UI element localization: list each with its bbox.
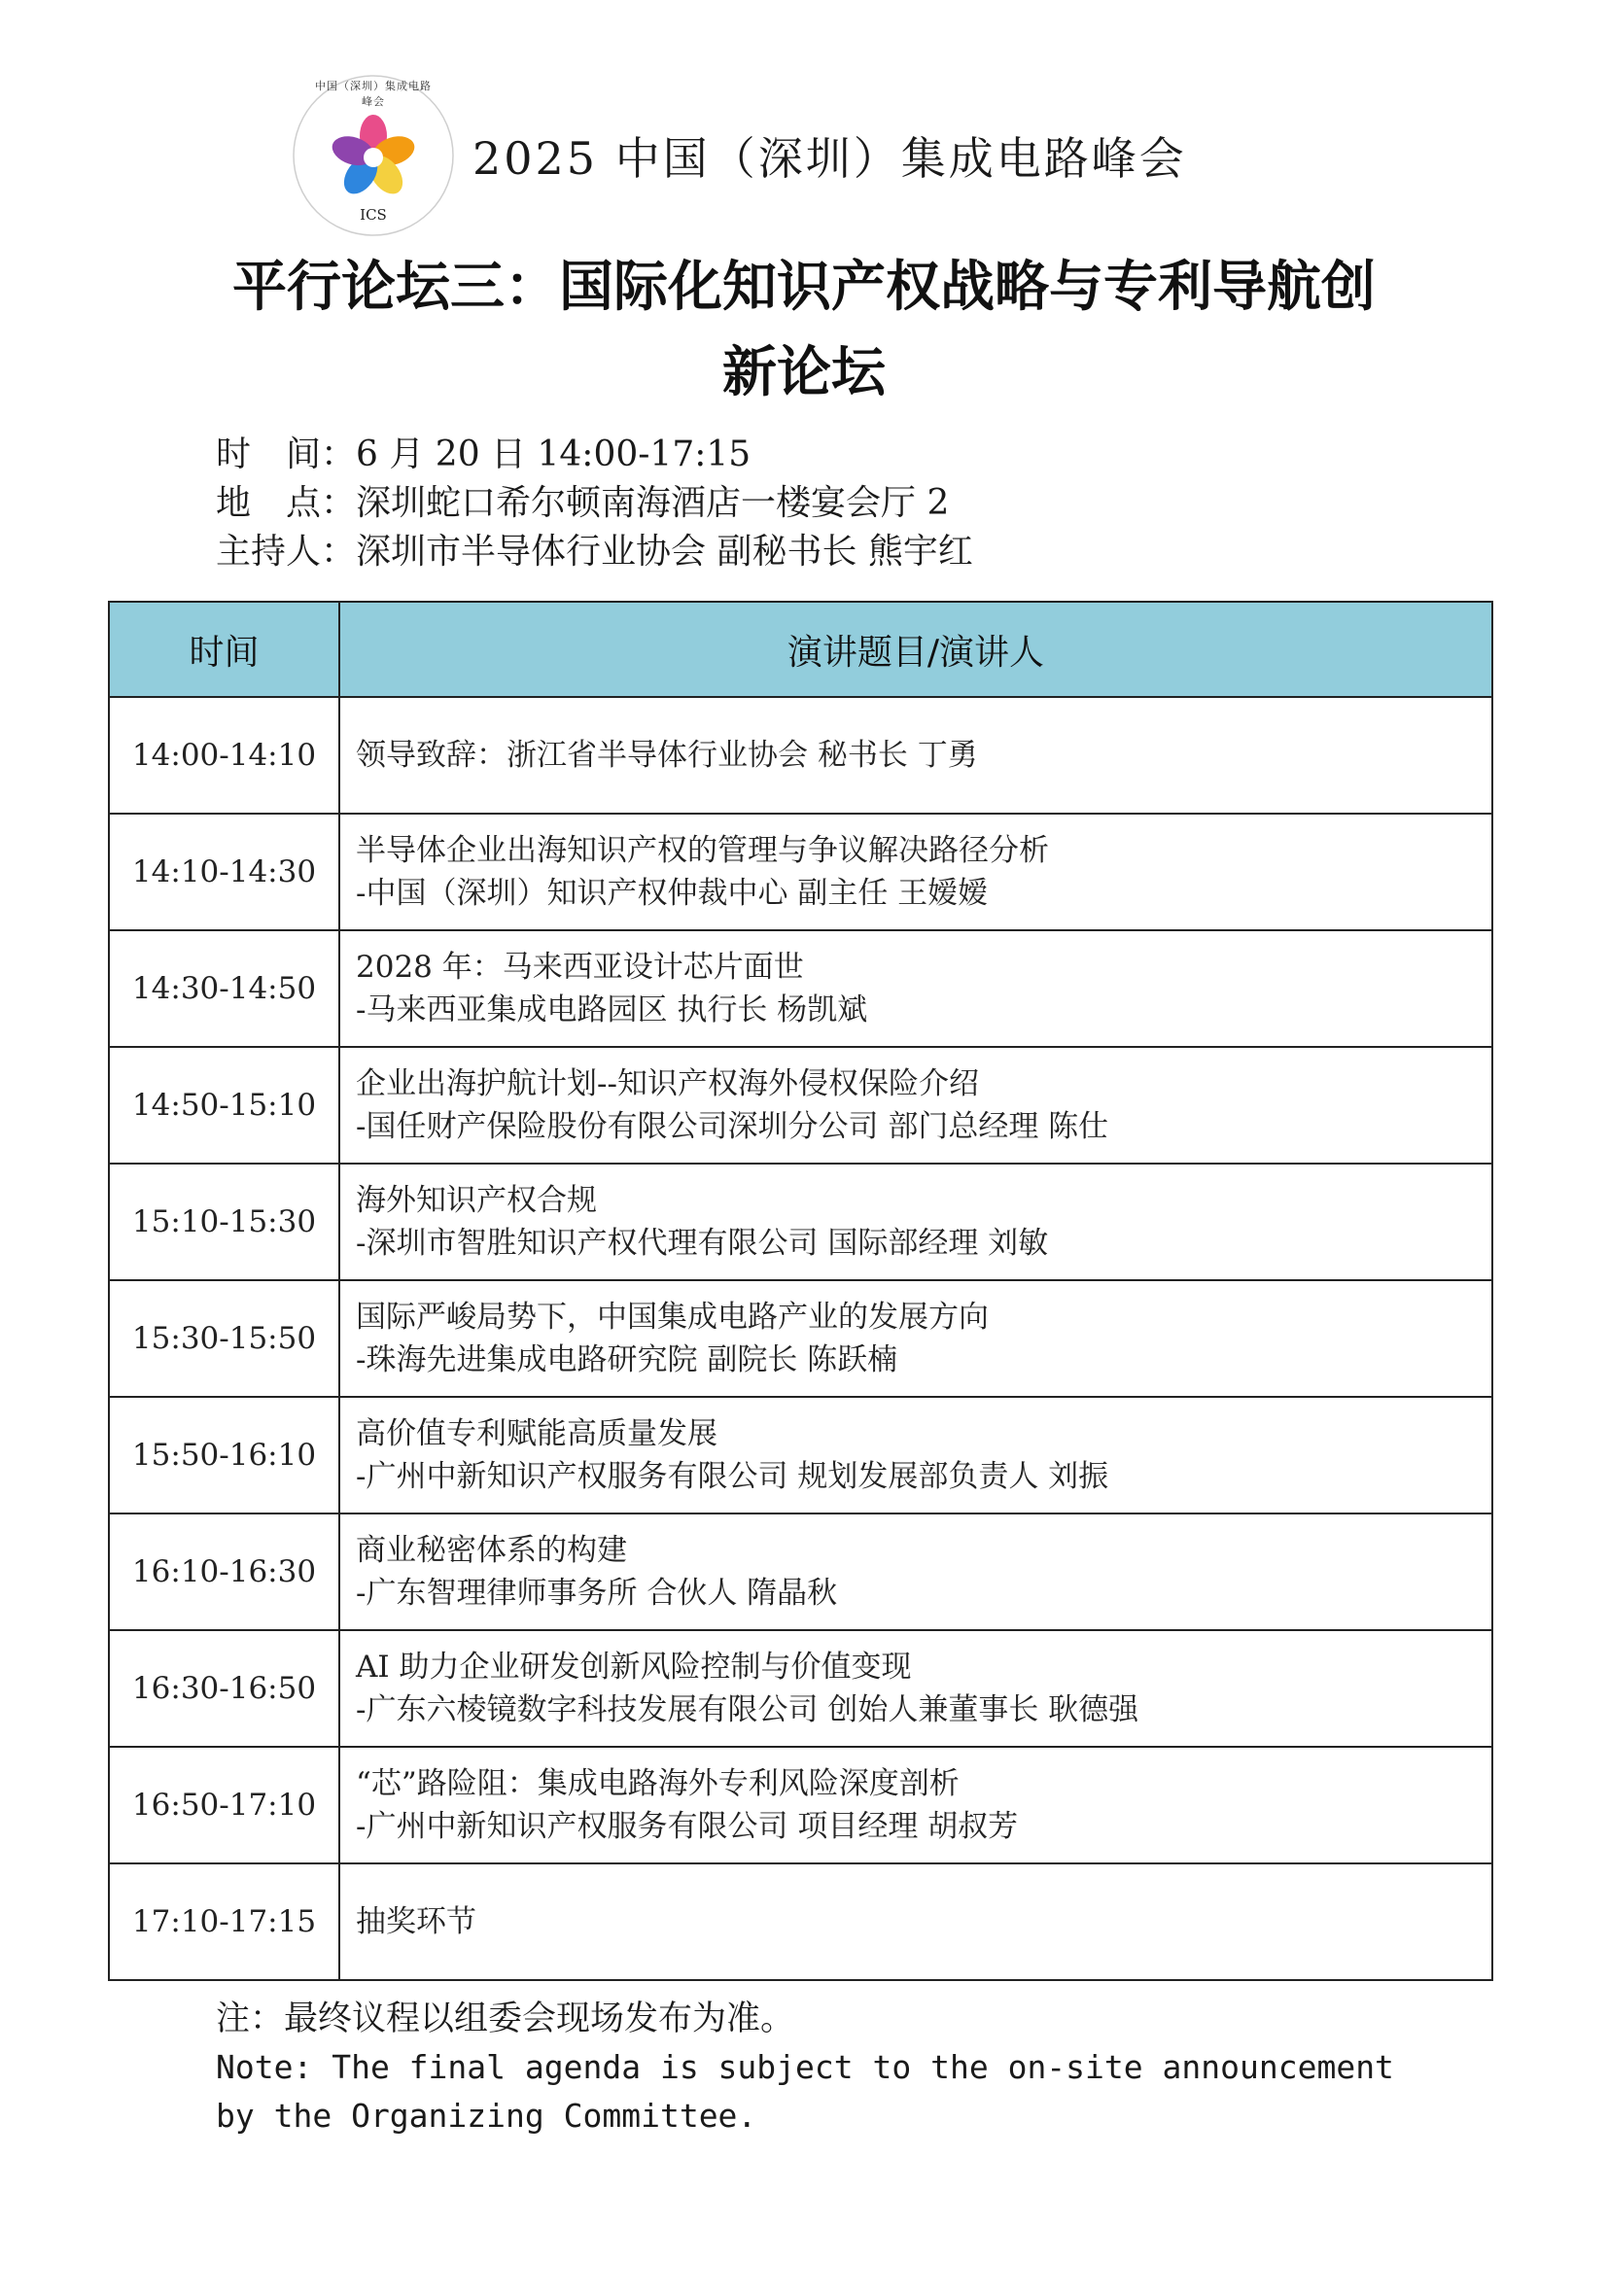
row-speaker: -广东智理律师事务所 合伙人 隋晶秋 (356, 1576, 838, 1611)
row-topic-cell (339, 1863, 1492, 1980)
row-topic-cell (339, 1047, 1492, 1164)
agenda-table (108, 601, 1493, 1981)
meta-time-value: 6 月 20 日 14:00-17:15 (356, 435, 752, 474)
row-speaker: -广州中新知识产权服务有限公司 项目经理 胡叔芳 (356, 1809, 1019, 1844)
row-speaker: -中国（深圳）知识产权仲裁中心 副主任 王嫒嫒 (356, 876, 989, 911)
meta-time (216, 431, 973, 479)
row-topic: 企业出海护航计划--知识产权海外侵权保险介绍 (356, 1066, 979, 1101)
row-topic-cell (339, 1280, 1492, 1397)
row-time: 15:30-15:50 (109, 1280, 339, 1397)
summit-name: 2025 中国（深圳）集成电路峰会 (472, 132, 1187, 185)
table-row (109, 1630, 1492, 1747)
row-topic-cell (339, 1397, 1492, 1513)
forum-title (156, 245, 1452, 416)
note-zh: 注：最终议程以组委会现场发布为准。 (216, 2000, 795, 2038)
row-time: 14:00-14:10 (109, 697, 339, 814)
table-row (109, 1397, 1492, 1513)
table-row (109, 1513, 1492, 1630)
row-time: 16:30-16:50 (109, 1630, 339, 1747)
row-topic: 海外知识产权合规 (356, 1183, 597, 1218)
row-speaker: -深圳市智胜知识产权代理有限公司 国际部经理 刘敏 (356, 1226, 1049, 1261)
header-topic: 演讲题目/演讲人 (339, 602, 1492, 697)
table-row (109, 1164, 1492, 1280)
meta-host-label: 主持人： (216, 532, 357, 572)
table-row (109, 930, 1492, 1047)
event-meta (216, 431, 973, 576)
meta-place-label: 地 点： (216, 483, 357, 523)
note-en: Note: The final agenda is subject to the on-site announcement by the Organizing Committee. (216, 2048, 1394, 2135)
table-row (109, 697, 1492, 814)
table-row (109, 1747, 1492, 1863)
row-topic-cell (339, 814, 1492, 930)
row-topic: 2028 年：马来西亚设计芯片面世 (356, 950, 804, 985)
row-time: 14:30-14:50 (109, 930, 339, 1047)
agenda-header-row (109, 602, 1492, 697)
row-time: 15:10-15:30 (109, 1164, 339, 1280)
row-topic-cell (339, 1164, 1492, 1280)
forum-title-line1: 平行论坛三：国际化知识产权战略与专利导航创 (232, 256, 1376, 319)
row-topic-cell (339, 697, 1492, 814)
row-topic: 抽奖环节 (356, 1904, 476, 1939)
logo-ring-text: 中国（深圳）集成电路峰会 (315, 80, 432, 108)
row-speaker: -国任财产保险股份有限公司深圳分公司 部门总经理 陈仕 (356, 1109, 1109, 1144)
forum-title-line2: 新论坛 (722, 341, 886, 404)
row-topic: 国际严峻局势下，中国集成电路产业的发展方向 (356, 1300, 989, 1335)
agenda-notes (216, 1995, 1431, 2140)
row-time: 16:10-16:30 (109, 1513, 339, 1630)
row-topic: AI 助力企业研发创新风险控制与价值变现 (356, 1650, 912, 1685)
meta-place (216, 479, 973, 528)
meta-time-label: 时 间： (216, 435, 357, 474)
meta-place-value: 深圳蛇口希尔顿南海酒店一楼宴会厅 2 (356, 483, 950, 523)
row-speaker: -广东六棱镜数字科技发展有限公司 创始人兼董事长 耿德强 (356, 1692, 1139, 1727)
summit-header (292, 73, 1187, 238)
row-time: 17:10-17:15 (109, 1863, 339, 1980)
row-topic-cell (339, 1513, 1492, 1630)
row-topic-cell (339, 1747, 1492, 1863)
row-speaker: -马来西亚集成电路园区 执行长 杨凯斌 (356, 992, 868, 1027)
row-topic-cell (339, 930, 1492, 1047)
table-row (109, 1280, 1492, 1397)
row-time: 14:50-15:10 (109, 1047, 339, 1164)
table-row (109, 814, 1492, 930)
row-topic: 商业秘密体系的构建 (356, 1533, 627, 1568)
row-time: 16:50-17:10 (109, 1747, 339, 1863)
logo-abbr: ICS (360, 206, 387, 224)
row-time: 14:10-14:30 (109, 814, 339, 930)
row-topic: 半导体企业出海知识产权的管理与争议解决路径分析 (356, 833, 1049, 868)
row-time: 15:50-16:10 (109, 1397, 339, 1513)
summit-logo (292, 74, 455, 237)
header-time: 时间 (109, 602, 339, 697)
meta-host-value: 深圳市半导体行业协会 副秘书长 熊宇红 (356, 532, 973, 572)
table-row (109, 1863, 1492, 1980)
row-topic-cell (339, 1630, 1492, 1747)
row-speaker: -广州中新知识产权服务有限公司 规划发展部负责人 刘振 (356, 1459, 1109, 1494)
table-row (109, 1047, 1492, 1164)
row-speaker: -珠海先进集成电路研究院 副院长 陈跃楠 (356, 1342, 898, 1377)
meta-host (216, 528, 973, 576)
row-topic: 高价值专利赋能高质量发展 (356, 1416, 717, 1451)
row-topic: “芯”路险阻：集成电路海外专利风险深度剖析 (356, 1766, 960, 1801)
row-topic: 领导致辞：浙江省半导体行业协会 秘书长 丁勇 (356, 738, 978, 773)
